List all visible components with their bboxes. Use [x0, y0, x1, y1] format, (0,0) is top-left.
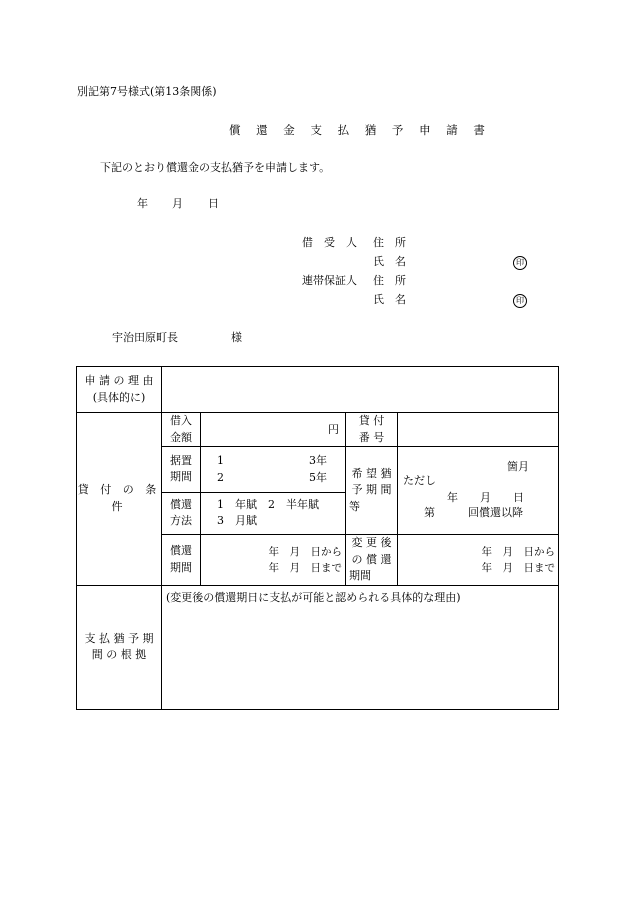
basis-label-line1: 支 払 猶 予 期 [84, 631, 154, 645]
repay-period-label-line1: 償還 [170, 544, 192, 558]
desired-proviso: ただし [403, 474, 436, 487]
date-year: 年 [137, 197, 148, 210]
deferral-label-line1: 据置 [170, 453, 192, 467]
loan-conditions-label: 貸 付 の 条 件 [77, 413, 162, 586]
repay-period-from: 年 月 日から [268, 546, 342, 559]
desired-period-label-line3: 等 [349, 499, 360, 513]
borrower-role: 借 受 人 [302, 236, 357, 249]
desired-date: 年 月 日 [447, 491, 524, 504]
changed-period-label-line1: 変 更 後 [351, 536, 392, 549]
repay-period-value-cell[interactable] [201, 535, 346, 586]
loan-number-label-line1: 貸 付 [358, 414, 385, 427]
deferral-option2-number: 2 [217, 470, 224, 484]
loan-number-label-line2: 番 号 [358, 430, 385, 444]
deferral-option2-value: 5年 [309, 470, 327, 484]
reason-label-cell [77, 367, 162, 413]
repay-method-label-line2: 方法 [170, 514, 192, 528]
deferral-options-cell[interactable] [201, 447, 346, 493]
repay-method-label-cell [162, 492, 201, 534]
desired-period-label-cell [346, 447, 398, 535]
repay-period-to: 年 月 日まで [268, 562, 342, 575]
deferral-label-line2: 期間 [170, 470, 192, 484]
changed-period-label-cell [346, 535, 398, 586]
changed-period-value-cell[interactable] [398, 535, 559, 586]
changed-period-label-line2: の 償 還 [351, 552, 392, 566]
reason-label: 申 請 の 理 由 [84, 374, 154, 387]
loan-number-value-cell[interactable] [398, 413, 559, 447]
repay-period-label-cell [162, 535, 201, 586]
reason-sublabel: (具体的に) [92, 390, 146, 404]
repay-method-line2: 3 月賦 [217, 514, 257, 528]
desired-installment-prefix: 第 [424, 506, 435, 519]
basis-label-cell [77, 585, 162, 709]
changed-period-to: 年 月 日まで [481, 562, 555, 575]
borrower-name-label: 氏 名 [373, 255, 406, 268]
amount-label-cell [162, 413, 201, 447]
amount-value-cell[interactable] [201, 413, 346, 447]
loan-number-label-cell [346, 413, 398, 447]
deferral-label-cell [162, 447, 201, 493]
guarantor-address-label: 住 所 [373, 274, 406, 287]
repay-method-label-line1: 償還 [170, 497, 192, 511]
intro-sentence: 下記のとおり償還金の支払猶予を申請します。 [100, 161, 331, 174]
changed-period-from: 年 月 日から [481, 546, 555, 559]
basis-label-line2: 間 の 根 拠 [91, 648, 147, 661]
desired-period-label-line1: 希 望 猶 [351, 466, 392, 480]
guarantor-name-label: 氏 名 [373, 293, 406, 306]
desired-installment-suffix: 回償還以降 [468, 506, 523, 519]
date-month: 月 [172, 197, 183, 210]
form-title: 償 還 金 支 払 猶 予 申 請 書 [229, 123, 491, 137]
repay-method-options-cell[interactable] [201, 492, 346, 534]
basis-value-cell[interactable] [162, 585, 559, 709]
repay-method-line1: 1 年賦 2 半年賦 [217, 498, 319, 512]
desired-period-label-line2: 予 期 間 [351, 483, 392, 497]
application-table [76, 366, 559, 710]
deferral-option1-number: 1 [217, 453, 224, 467]
guarantor-role: 連帯保証人 [302, 274, 357, 287]
changed-period-label-line3: 期間 [349, 569, 371, 582]
addressee: 宇治田原町長 [112, 331, 178, 344]
borrower-seal-icon: 印 [513, 256, 527, 270]
reason-value-cell[interactable] [162, 367, 559, 413]
amount-unit: 円 [328, 423, 339, 436]
guarantor-seal-icon: 印 [513, 294, 527, 308]
amount-label-line2: 金額 [170, 430, 192, 444]
repay-period-label-line2: 期間 [170, 560, 192, 574]
desired-period-value-cell[interactable] [398, 447, 559, 535]
deferral-option1-value: 3年 [309, 453, 327, 467]
desired-months-unit: 箇月 [507, 460, 529, 473]
honorific: 様 [231, 331, 242, 344]
borrower-address-label: 住 所 [373, 236, 406, 249]
amount-label-line1: 借入 [170, 414, 192, 427]
date-day: 日 [208, 197, 219, 210]
basis-note: (変更後の償還期日に支払が可能と認められる具体的な理由) [166, 590, 461, 604]
form-number: 別記第7号様式(第13条関係) [77, 85, 217, 98]
